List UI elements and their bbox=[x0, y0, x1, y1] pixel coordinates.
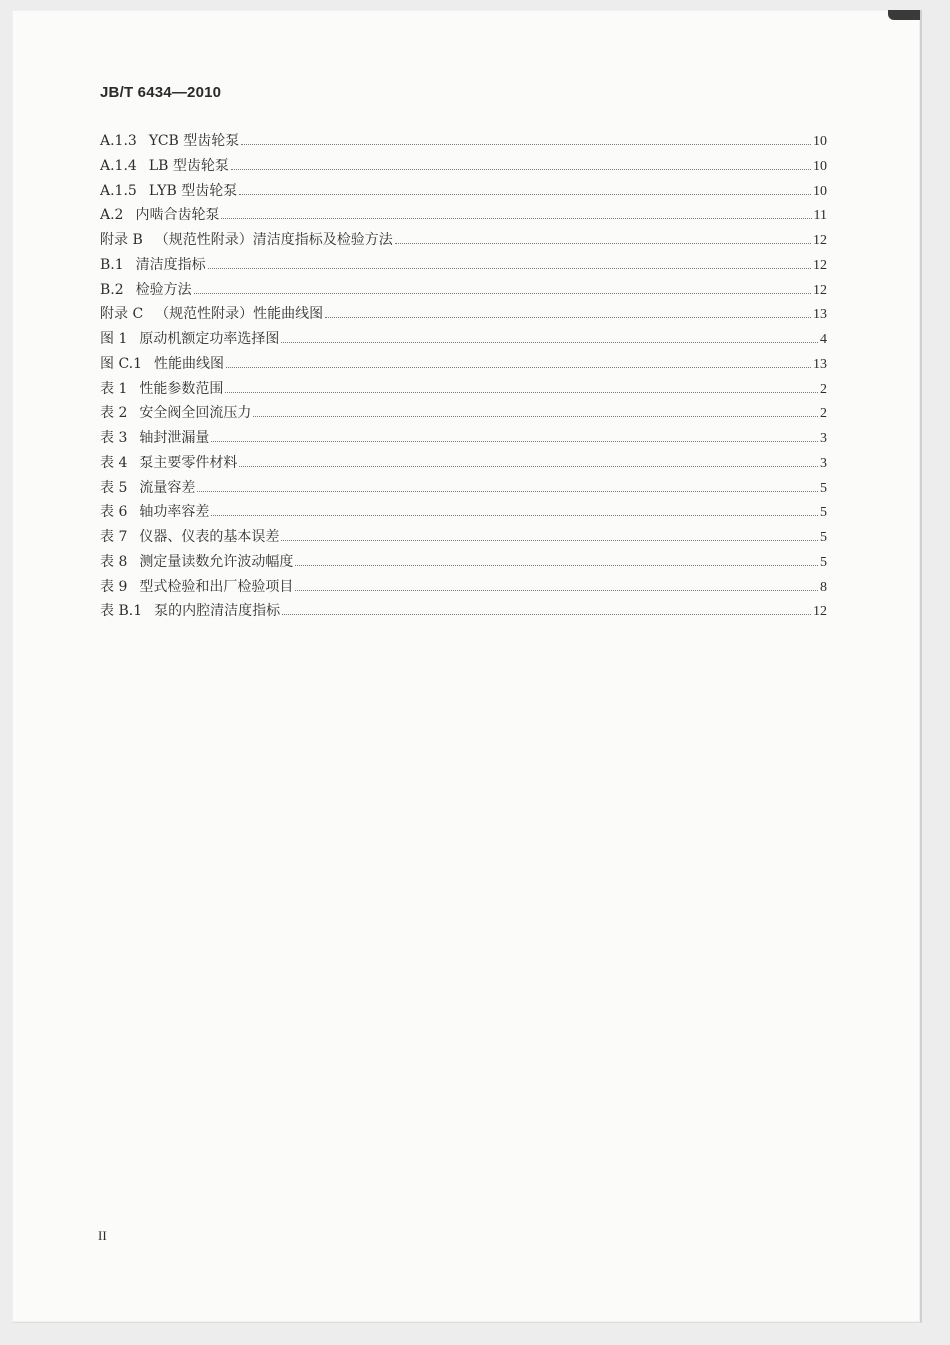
toc-entry-title: 检验方法 bbox=[135, 281, 192, 298]
toc-dot-leader bbox=[282, 614, 811, 615]
toc-entry-label bbox=[100, 402, 251, 422]
toc-entry-page: 12 bbox=[813, 257, 827, 273]
table-of-contents bbox=[100, 130, 827, 625]
toc-entry-page: 8 bbox=[820, 579, 827, 595]
toc-entry-number: B.1 bbox=[100, 256, 124, 273]
toc-dot-leader bbox=[226, 367, 811, 368]
toc-entry-number: 表 3 bbox=[100, 430, 128, 446]
toc-entry-title: 流量容差 bbox=[139, 479, 196, 496]
toc-entry bbox=[100, 600, 827, 625]
toc-entry-label bbox=[100, 378, 223, 398]
toc-dot-leader bbox=[211, 515, 818, 516]
toc-entry-title: 泵主要零件材料 bbox=[139, 454, 238, 471]
toc-entry-page: 12 bbox=[813, 282, 827, 298]
toc-entry-number: 表 5 bbox=[100, 479, 128, 496]
toc-entry bbox=[100, 427, 827, 452]
toc-dot-leader bbox=[395, 243, 811, 244]
toc-entry-label bbox=[100, 353, 224, 373]
toc-entry-page: 12 bbox=[813, 233, 827, 248]
toc-entry bbox=[100, 229, 827, 254]
toc-entry-page: 5 bbox=[820, 530, 827, 545]
toc-entry-page: 10 bbox=[813, 183, 827, 199]
toc-entry-page: 5 bbox=[820, 505, 827, 521]
toc-dot-leader bbox=[231, 169, 811, 170]
toc-entry bbox=[100, 130, 827, 155]
toc-entry-number: 附录 B bbox=[100, 232, 143, 248]
toc-entry-page: 5 bbox=[820, 480, 827, 496]
toc-dot-leader bbox=[239, 466, 818, 467]
toc-entry-title: 型式检验和出厂检验项目 bbox=[139, 578, 294, 595]
toc-entry-label bbox=[100, 427, 209, 447]
toc-entry-page: 12 bbox=[813, 604, 827, 620]
toc-entry bbox=[100, 402, 827, 427]
toc-entry-number: 表 7 bbox=[100, 529, 128, 545]
toc-entry bbox=[100, 477, 827, 502]
toc-entry-page: 2 bbox=[820, 406, 827, 422]
toc-entry-page: 5 bbox=[820, 554, 827, 570]
toc-dot-leader bbox=[194, 293, 811, 294]
toc-entry-title: 性能曲线图 bbox=[154, 355, 225, 372]
toc-entry-page: 10 bbox=[813, 158, 827, 174]
toc-dot-leader bbox=[221, 218, 811, 219]
toc-entry-title: （规范性附录）清洁度指标及检验方法 bbox=[154, 232, 393, 248]
toc-entry bbox=[100, 303, 827, 328]
toc-entry-number: 图 C.1 bbox=[100, 355, 143, 372]
toc-entry bbox=[100, 155, 827, 180]
toc-entry bbox=[100, 254, 827, 279]
toc-entry-label bbox=[100, 551, 293, 571]
toc-entry-label bbox=[100, 303, 323, 323]
toc-entry-number: 图 1 bbox=[100, 331, 128, 347]
toc-entry-number: 表 2 bbox=[100, 405, 128, 422]
toc-entry bbox=[100, 378, 827, 403]
toc-dot-leader bbox=[241, 144, 811, 145]
toc-entry-number: 表 6 bbox=[100, 504, 128, 521]
toc-entry-title: 内啮合齿轮泵 bbox=[135, 207, 220, 224]
toc-entry-title: 安全阀全回流压力 bbox=[139, 405, 252, 422]
toc-entry-number: A.1.5 bbox=[100, 182, 137, 199]
toc-dot-leader bbox=[253, 416, 818, 417]
toc-entry-label bbox=[100, 254, 206, 274]
toc-entry bbox=[100, 328, 827, 353]
toc-entry-page: 10 bbox=[813, 134, 827, 149]
toc-entry-page: 13 bbox=[813, 356, 827, 372]
toc-entry-number: 表 1 bbox=[100, 380, 128, 397]
toc-dot-leader bbox=[208, 268, 811, 269]
toc-entry-title: 泵的内腔清洁度指标 bbox=[154, 603, 281, 620]
toc-entry bbox=[100, 353, 827, 378]
toc-entry-number: B.2 bbox=[100, 281, 124, 298]
toc-entry bbox=[100, 576, 827, 601]
toc-entry-label bbox=[100, 452, 237, 472]
toc-entry-title: 仪器、仪表的基本误差 bbox=[139, 529, 280, 545]
toc-entry-label bbox=[100, 279, 192, 299]
toc-entry-number: A.1.3 bbox=[100, 133, 137, 149]
toc-entry-title: （规范性附录）性能曲线图 bbox=[155, 306, 324, 323]
toc-entry-number: 表 9 bbox=[100, 578, 128, 595]
toc-entry bbox=[100, 180, 827, 205]
toc-entry-label bbox=[100, 477, 195, 497]
toc-entry bbox=[100, 526, 827, 551]
toc-entry-label bbox=[100, 155, 229, 175]
toc-dot-leader bbox=[325, 317, 811, 318]
toc-entry bbox=[100, 452, 827, 477]
page-number: II bbox=[98, 1228, 107, 1243]
toc-dot-leader bbox=[281, 342, 818, 343]
toc-entry-page: 3 bbox=[820, 455, 827, 471]
toc-entry-title: 轴功率容差 bbox=[139, 504, 210, 521]
toc-entry-page: 13 bbox=[813, 307, 827, 323]
toc-entry-number: 表 4 bbox=[100, 454, 128, 471]
toc-entry-label bbox=[100, 229, 393, 249]
toc-entry bbox=[100, 204, 827, 229]
toc-entry-label bbox=[100, 204, 219, 224]
toc-entry bbox=[100, 551, 827, 576]
toc-entry-title: 清洁度指标 bbox=[135, 256, 206, 273]
toc-dot-leader bbox=[281, 540, 818, 541]
toc-entry-title: YCB 型齿轮泵 bbox=[148, 133, 240, 149]
toc-entry-label bbox=[100, 576, 293, 596]
toc-entry-title: 性能参数范围 bbox=[139, 380, 224, 397]
toc-dot-leader bbox=[225, 392, 818, 393]
toc-entry-title: LB 型齿轮泵 bbox=[148, 157, 229, 174]
toc-entry-label bbox=[100, 526, 279, 546]
toc-dot-leader bbox=[295, 590, 818, 591]
toc-entry-label bbox=[100, 328, 279, 348]
toc-entry-page: 4 bbox=[820, 332, 827, 347]
scan-edge-mark bbox=[888, 10, 920, 20]
toc-dot-leader bbox=[197, 491, 818, 492]
toc-entry-label bbox=[100, 501, 209, 521]
toc-dot-leader bbox=[295, 565, 818, 566]
toc-entry-label bbox=[100, 600, 280, 620]
toc-entry-title: 原动机额定功率选择图 bbox=[139, 331, 280, 347]
toc-dot-leader bbox=[239, 194, 811, 195]
toc-entry bbox=[100, 279, 827, 304]
toc-entry-number: A.1.4 bbox=[100, 157, 137, 174]
toc-entry-page: 2 bbox=[820, 381, 827, 397]
toc-entry-label bbox=[100, 180, 237, 200]
toc-entry-title: LYB 型齿轮泵 bbox=[148, 182, 238, 199]
toc-dot-leader bbox=[211, 441, 818, 442]
toc-entry-number: 表 B.1 bbox=[100, 603, 143, 620]
toc-entry-page: 3 bbox=[820, 431, 827, 446]
toc-entry-label bbox=[100, 130, 239, 150]
toc-entry-title: 测定量读数允许波动幅度 bbox=[139, 553, 294, 570]
document-code: JB/T 6434—2010 bbox=[100, 84, 222, 101]
toc-entry-number: 表 8 bbox=[100, 553, 128, 570]
toc-entry bbox=[100, 501, 827, 526]
toc-entry-number: A.2 bbox=[100, 207, 124, 224]
toc-entry-title: 轴封泄漏量 bbox=[139, 430, 210, 446]
toc-entry-page: 11 bbox=[813, 208, 827, 224]
toc-entry-number: 附录 C bbox=[100, 306, 144, 323]
